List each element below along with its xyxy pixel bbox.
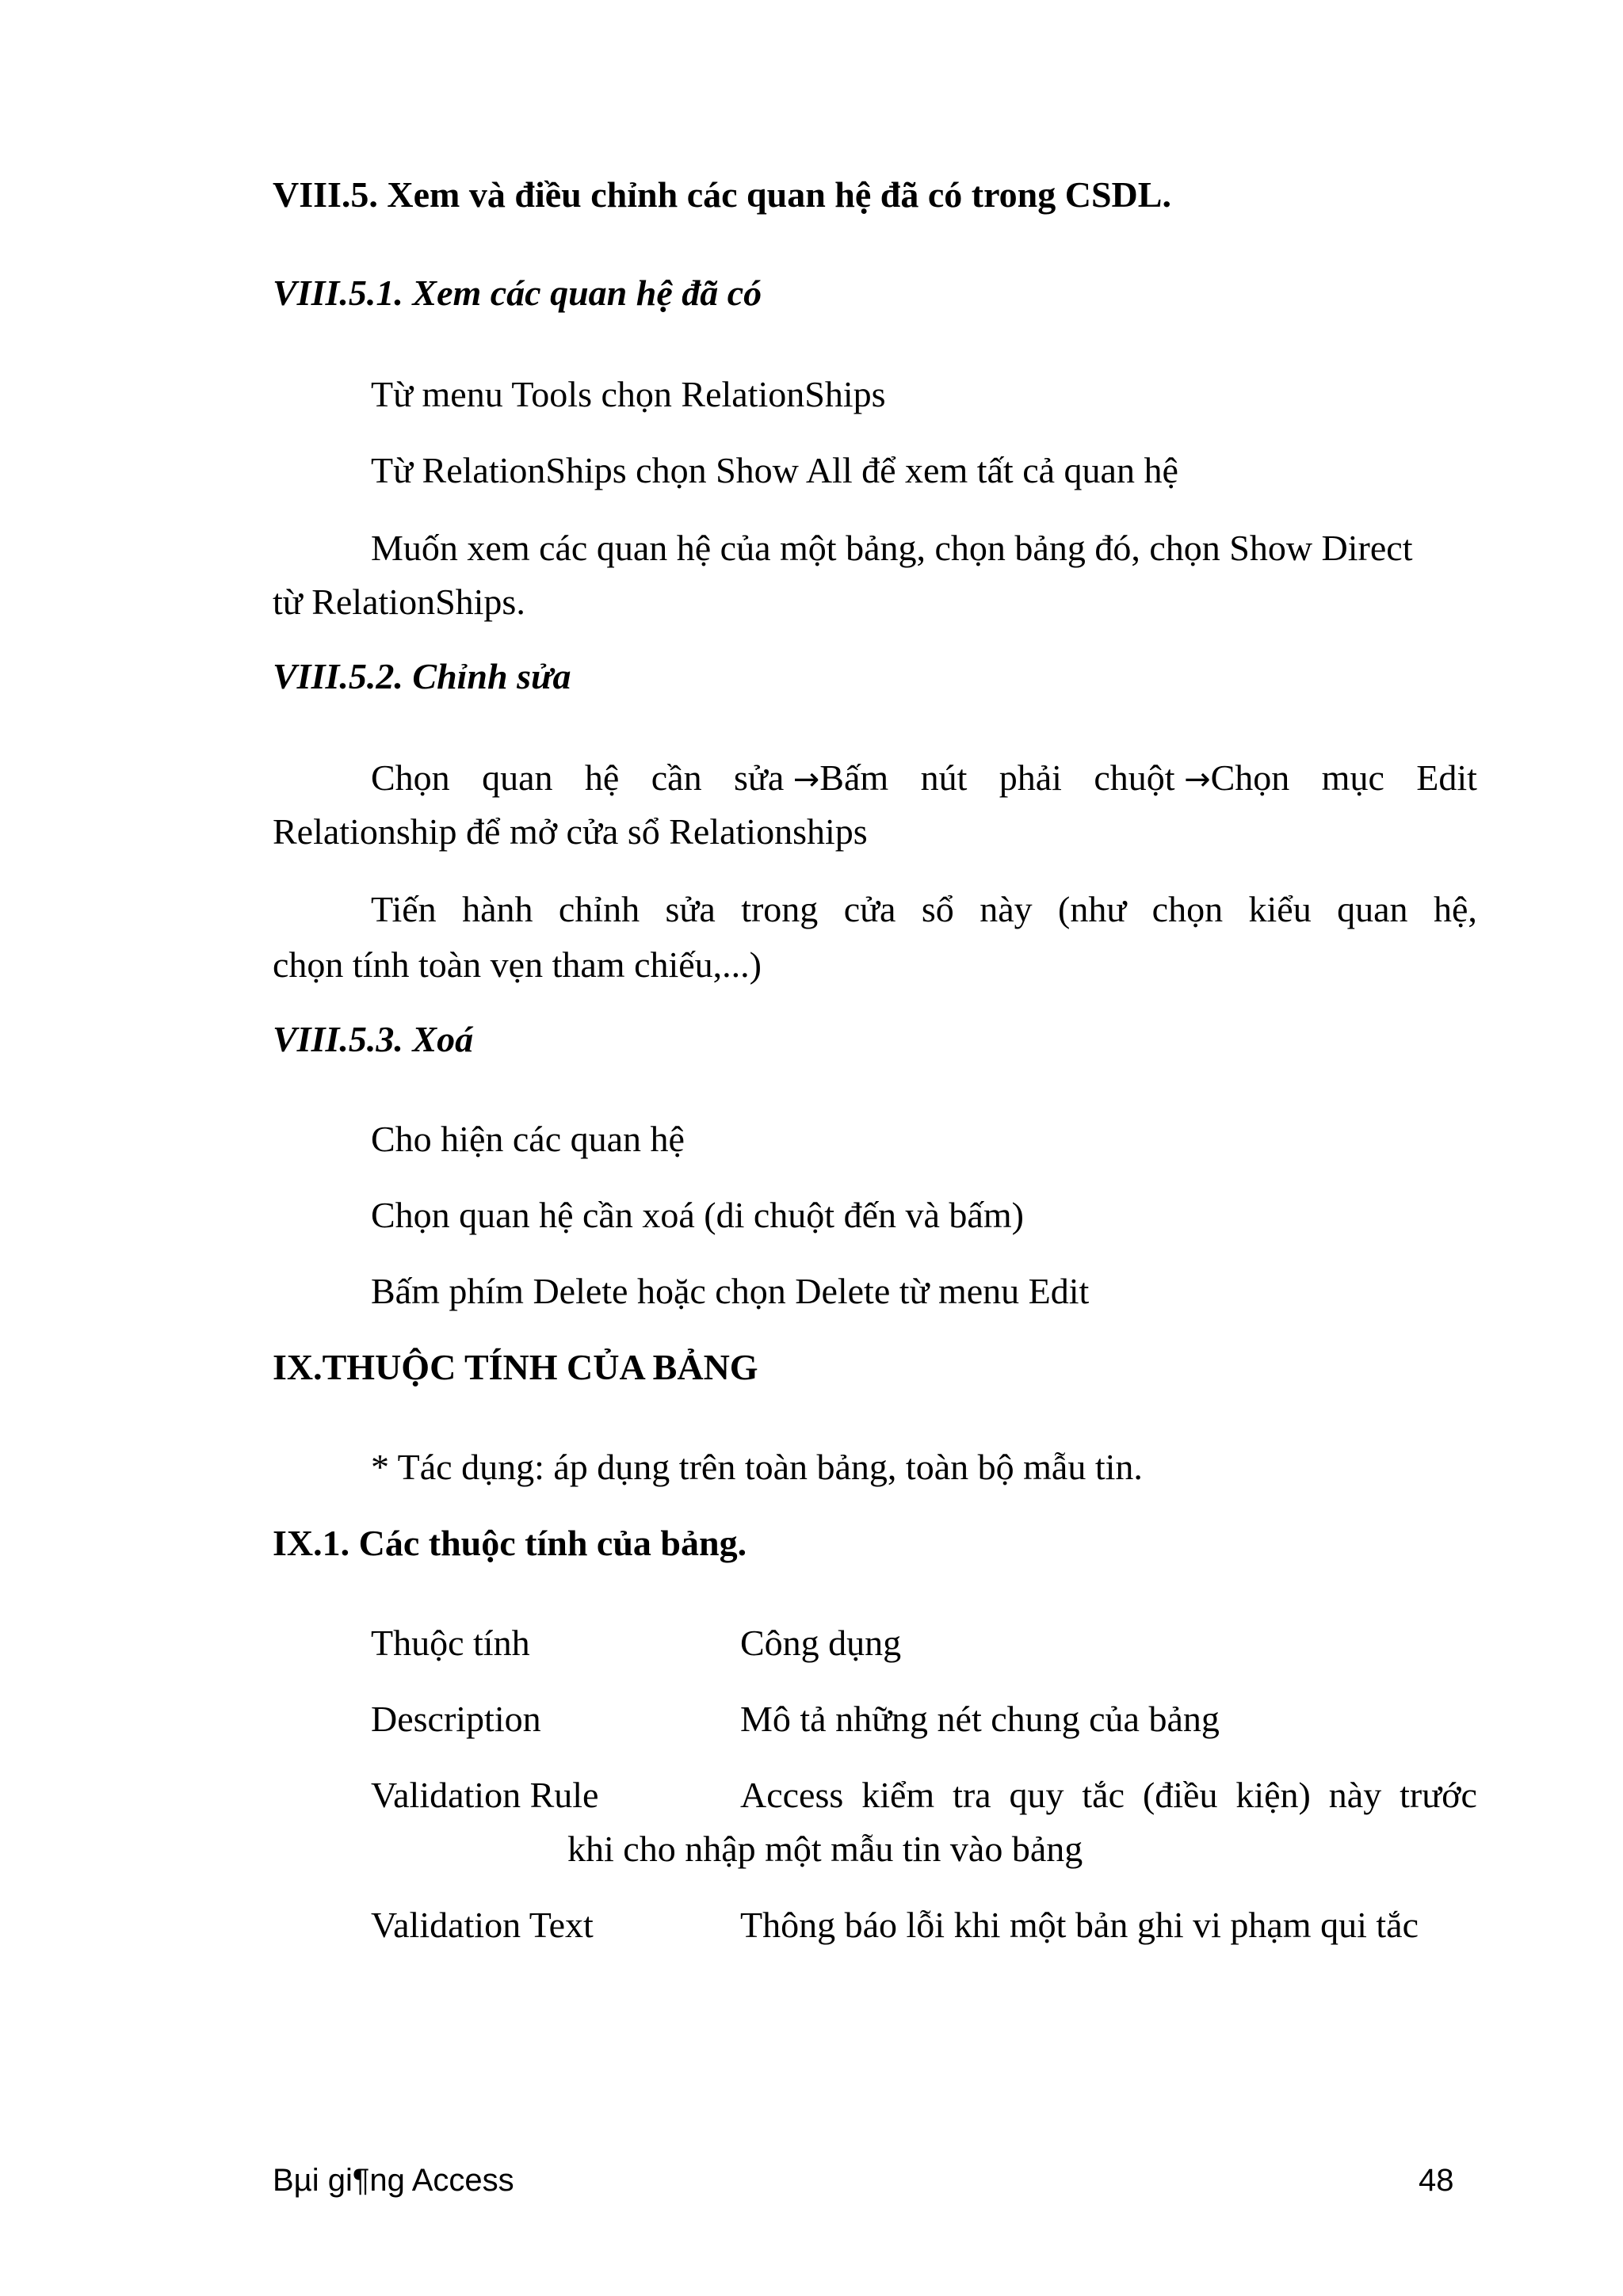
word: hệ <box>584 757 620 798</box>
word: Access <box>740 1775 844 1815</box>
word: mục <box>1321 757 1384 798</box>
subsection-heading-viii53: VIII.5.3. Xoá <box>273 1019 474 1059</box>
word: phải <box>999 757 1062 798</box>
word: hành <box>462 889 533 929</box>
property-table-header-usage: Công dụng <box>740 1623 902 1663</box>
paragraph: Muốn xem các quan hệ của một bảng, chọn bảng đó, chọn Show Direct <box>371 528 1413 568</box>
word: sửa <box>734 757 785 798</box>
word: quan <box>482 757 553 798</box>
paragraph-continuation: chọn tính toàn vẹn tham chiếu,...) <box>273 944 762 985</box>
word: (điều <box>1142 1775 1218 1815</box>
paragraph: * Tác dụng: áp dụng trên toàn bảng, toàn bộ mẫu tin. <box>371 1447 1143 1487</box>
property-name: Description <box>371 1699 541 1739</box>
word: Chọn <box>1210 757 1290 798</box>
word: hệ, <box>1433 889 1477 929</box>
word-group <box>1094 756 1289 799</box>
paragraph: Từ menu Tools chọn RelationShips <box>371 374 886 414</box>
arrow-right-icon: → <box>792 761 820 798</box>
word: Tiến <box>371 889 437 929</box>
property-description: Mô tả những nét chung của bảng <box>740 1699 1220 1739</box>
property-description-continuation: khi cho nhập một mẫu tin vào bảng <box>567 1829 1083 1869</box>
word: sửa <box>665 889 716 929</box>
word: chuột <box>1094 757 1175 798</box>
word: này <box>1328 1775 1382 1815</box>
property-description <box>740 1773 1477 1817</box>
word: cần <box>651 757 702 798</box>
word: chọn <box>1151 889 1224 929</box>
footer-title: Bµi gi¶ng Access <box>273 2163 514 2198</box>
word: chỉnh <box>558 889 640 929</box>
word: tắc <box>1082 1775 1125 1815</box>
word: trong <box>741 889 819 929</box>
paragraph: Từ RelationShips chọn Show All để xem tất cả quan hệ <box>371 450 1178 490</box>
paragraph-continuation: Relationship để mở cửa sổ Relationships <box>273 811 868 852</box>
subsection-heading-viii51: VIII.5.1. Xem các quan hệ đã có <box>273 273 762 313</box>
word: Chọn <box>371 757 450 798</box>
section-heading-ix: IX.THUỘC TÍNH CỦA BẢNG <box>273 1347 758 1387</box>
paragraph: Chọn quan hệ cần xoá (di chuột đến và bấm) <box>371 1195 1024 1235</box>
paragraph: Cho hiện các quan hệ <box>371 1119 685 1159</box>
word: tra <box>953 1775 991 1815</box>
justified-paragraph-line <box>371 756 1477 799</box>
justified-paragraph-line <box>371 887 1477 931</box>
word: Edit <box>1416 757 1477 798</box>
word: (như <box>1058 889 1127 929</box>
word: Bấm <box>819 757 889 798</box>
word: cửa <box>843 889 896 929</box>
paragraph: Bấm phím Delete hoặc chọn Delete từ menu Edit <box>371 1271 1090 1311</box>
word: kiểu <box>1248 889 1312 929</box>
property-name: Validation Rule <box>371 1775 599 1815</box>
section-heading-viii5: VIII.5. Xem và điều chỉnh các quan hệ đã có trong CSDL. <box>273 174 1171 215</box>
word: trước <box>1400 1775 1477 1815</box>
word: kiện) <box>1235 1775 1311 1815</box>
page-number: 48 <box>1419 2163 1454 2198</box>
word: kiểm <box>861 1775 935 1815</box>
property-table-header-name: Thuộc tính <box>371 1623 530 1663</box>
word: quan <box>1337 889 1408 929</box>
property-name: Validation Text <box>371 1905 594 1945</box>
section-heading-ix1: IX.1. Các thuộc tính của bảng. <box>273 1523 747 1563</box>
word: nút <box>920 757 968 798</box>
paragraph-continuation: từ RelationShips. <box>273 582 525 622</box>
word: này <box>980 889 1033 929</box>
subsection-heading-viii52: VIII.5.2. Chỉnh sửa <box>273 656 571 696</box>
word: sổ <box>921 889 954 929</box>
property-description: Thông báo lỗi khi một bản ghi vi phạm qui tắc <box>740 1905 1419 1945</box>
word-group <box>734 756 888 799</box>
arrow-right-icon: → <box>1184 761 1211 798</box>
word: quy <box>1009 1775 1064 1815</box>
